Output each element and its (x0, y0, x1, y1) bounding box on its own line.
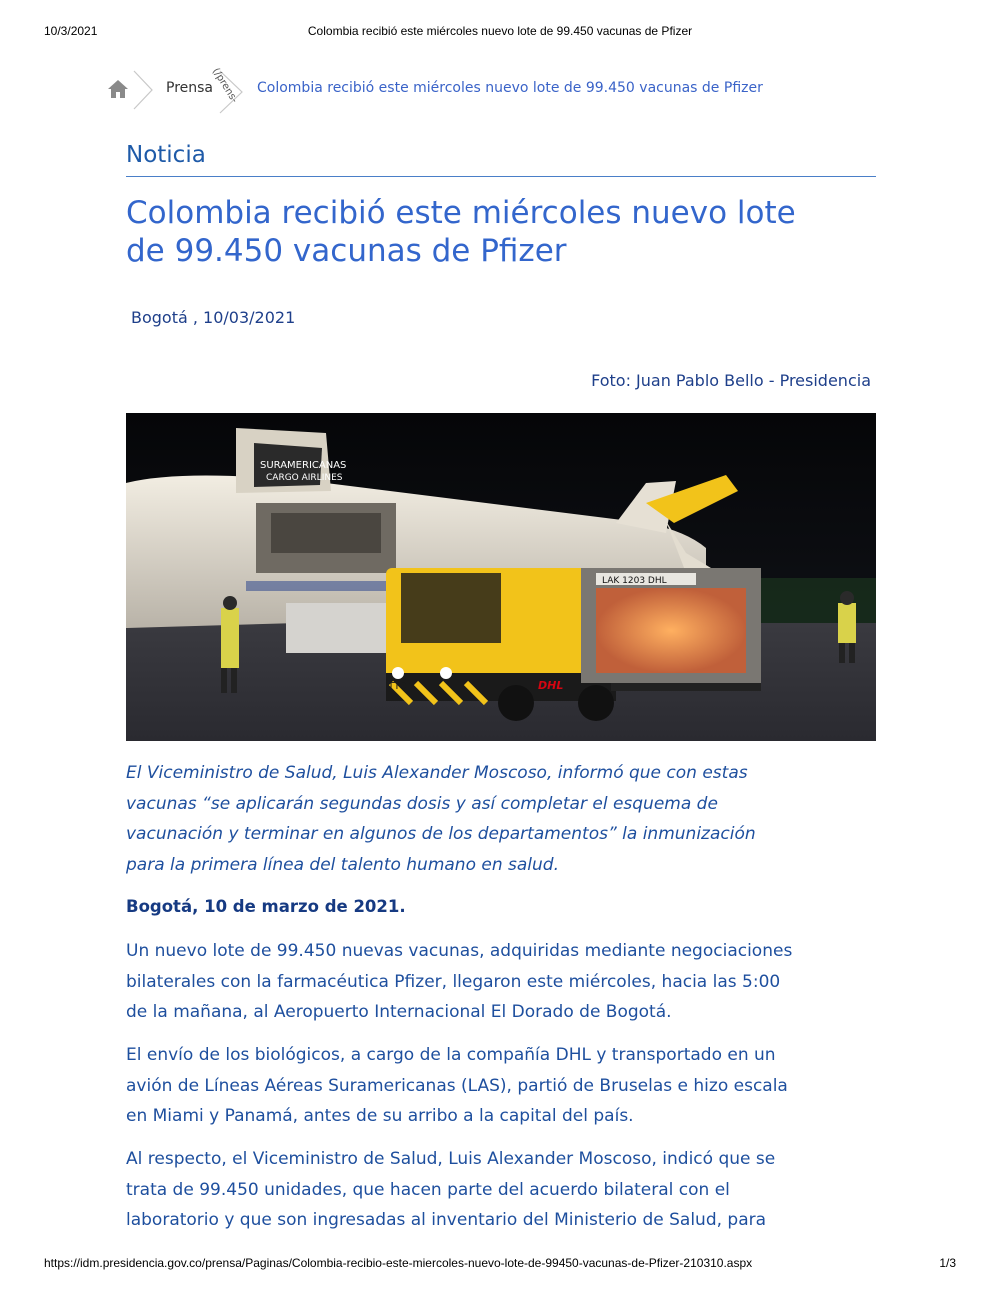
paragraph-line: laboratorio y que son ingresadas al inventario del Ministerio de Salud, para (126, 1210, 767, 1230)
home-icon[interactable] (106, 78, 130, 100)
chevron-right-icon (132, 70, 156, 110)
paragraph-line: de la mañana, al Aeropuerto Internacional El Dorado de Bogotá. (126, 1002, 672, 1022)
paragraph-line: en Miami y Panamá, antes de su arribo a la capital del país. (126, 1106, 634, 1126)
caption-line: vacunas “se aplicarán segundas dosis y así completar el esquema de (126, 793, 718, 814)
body-paragraph (126, 936, 886, 1028)
paragraph-line: Al respecto, el Viceministro de Salud, Luis Alexander Moscoso, indicó que se (126, 1149, 776, 1169)
paragraph-line: avión de Líneas Aéreas Suramericanas (LAS), partió de Bruselas e hizo escala (126, 1075, 788, 1096)
page-number: 1/3 (939, 1256, 956, 1270)
headline-line: Colombia recibió este miércoles nuevo lote (126, 195, 796, 231)
paragraph-line: trata de 99.450 unidades, que hacen parte del acuerdo bilateral con el (126, 1179, 730, 1200)
print-url: https://idm.presidencia.gov.co/prensa/Paginas/Colombia-recibio-este-miercoles-nuevo-lote-de-99450-vacunas-de-Pfizer-210310.aspx (44, 1256, 753, 1270)
caption-line: para la primera línea del talento humano en salud. (126, 854, 559, 875)
article-headline (126, 194, 886, 270)
vehicle-id: TT04 (388, 681, 413, 692)
paragraph-line: El envío de los biológicos, a cargo de la compañía DHL y transportado en un (126, 1045, 776, 1065)
breadcrumb-current[interactable]: Colombia recibió este miércoles nuevo lote de 99.450 vacunas de Pfizer (257, 80, 763, 96)
container-label: LAK 1203 DHL (602, 576, 667, 586)
cargo-label: SURAMERICANAS (260, 460, 347, 471)
dhl-logo-text: DHL (538, 679, 564, 692)
headline-line: de 99.450 vacunas de Pfizer (126, 233, 567, 269)
breadcrumb-slug: (/prens- (209, 66, 240, 105)
breadcrumb (106, 66, 866, 110)
section-label: Noticia (126, 142, 206, 168)
body-paragraph (126, 1040, 886, 1132)
photo-caption (126, 758, 876, 880)
caption-line: El Viceministro de Salud, Luis Alexander Moscoso, informó que con estas (126, 763, 748, 783)
caption-line: vacunación y terminar en algunos de los departamentos” la inmunización (126, 824, 756, 844)
paragraph-line: bilaterales con la farmacéutica Pfizer, llegaron este miércoles, hacia las 5:00 (126, 971, 781, 992)
print-header (0, 24, 1000, 40)
article-dateline: Bogotá , 10/03/2021 (131, 308, 296, 327)
photo-credit: Foto: Juan Pablo Bello - Presidencia (591, 371, 871, 390)
section-divider (126, 176, 876, 177)
print-date: 10/3/2021 (44, 24, 98, 38)
breadcrumb-item-prensa[interactable]: Prensa (166, 80, 214, 96)
paragraph-line: Un nuevo lote de 99.450 nuevas vacunas, adquiridas mediante negociaciones (126, 941, 793, 961)
body-paragraph (126, 1144, 886, 1236)
article-photo (126, 413, 876, 741)
print-footer (0, 1256, 1000, 1272)
article-lead: Bogotá, 10 de marzo de 2021. (126, 897, 406, 916)
cargo-label: CARGO AIRLINES (266, 473, 343, 483)
print-title: Colombia recibió este miércoles nuevo lote de 99.450 vacunas de Pfizer (307, 24, 693, 38)
